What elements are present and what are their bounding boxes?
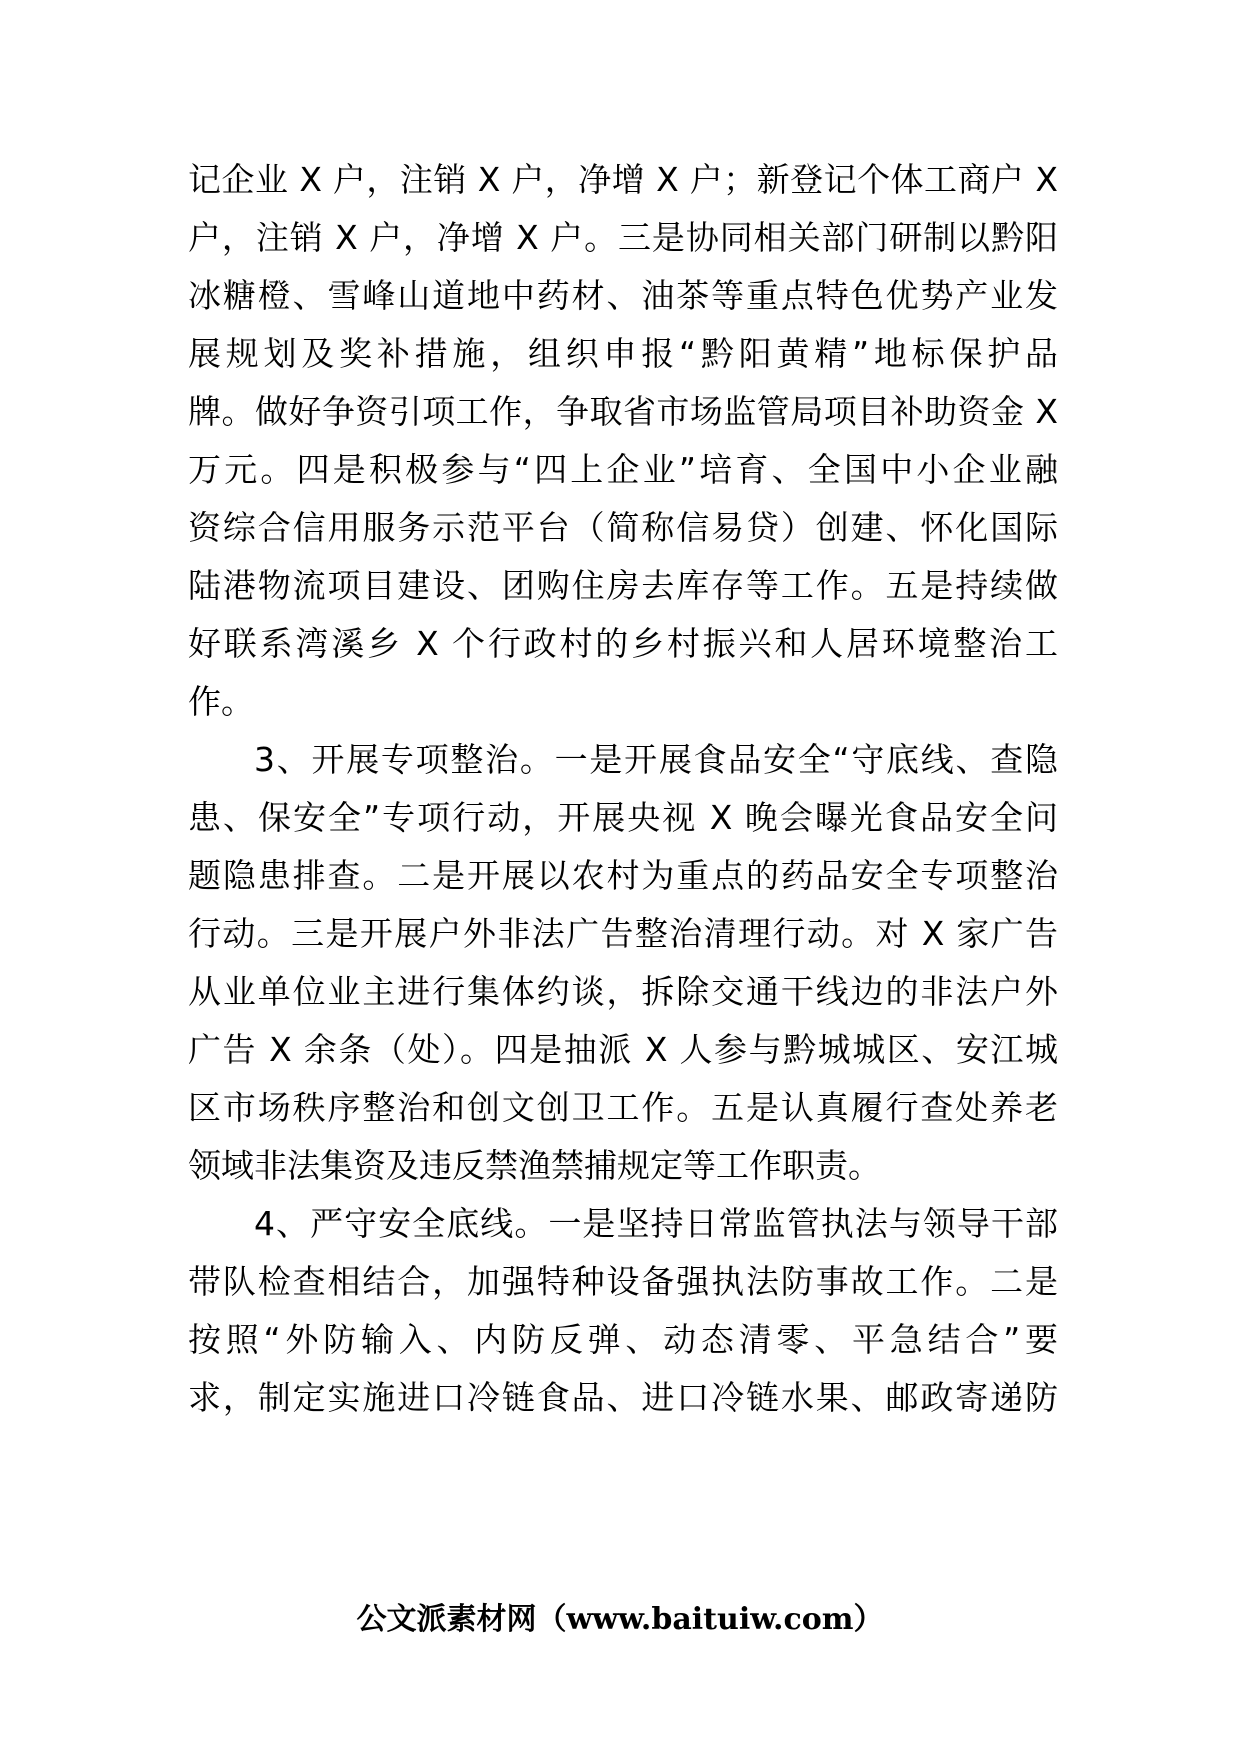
text-line: 领域非法集资及违反禁渔禁捕规定等工作职责。 — [188, 1146, 881, 1185]
text-line: 带队检查相结合，加强特种设备强执法防事故工作。二是 — [188, 1262, 1058, 1301]
text-line: 患、保安全”专项行动，开展央视 X 晚会曝光食品安全问 — [188, 798, 1058, 837]
text-line: 记企业 X 户，注销 X 户，净增 X 户；新登记个体工商户 X — [188, 160, 1058, 199]
section-heading-line: 3、开展专项整治。一是开展食品安全“守底线、查隐 — [254, 740, 1058, 779]
text-line: 求，制定实施进口冷链食品、进口冷链水果、邮政寄递防 — [188, 1378, 1058, 1417]
text-line: 好联系湾溪乡 X 个行政村的乡村振兴和人居环境整治工 — [188, 624, 1058, 663]
text-line: 展规划及奖补措施，组织申报“黔阳黄精”地标保护品 — [188, 334, 1058, 373]
text-line: 行动。三是开展户外非法广告整治清理行动。对 X 家广告 — [188, 914, 1058, 953]
footer-watermark: 公文派素材网（www.baituiw.com） — [356, 1602, 884, 1637]
text-line: 作。 — [188, 682, 254, 721]
text-line: 冰糖橙、雪峰山道地中药材、油茶等重点特色优势产业发 — [188, 276, 1058, 315]
text-line: 区市场秩序整治和创文创卫工作。五是认真履行查处养老 — [188, 1088, 1058, 1127]
text-line: 资综合信用服务示范平台（简称信易贷）创建、怀化国际 — [188, 508, 1058, 547]
text-line: 题隐患排查。二是开展以农村为重点的药品安全专项整治 — [188, 856, 1058, 895]
text-line: 按照“外防输入、内防反弹、动态清零、平急结合”要 — [188, 1320, 1058, 1359]
text-line: 广告 X 余条（处）。四是抽派 X 人参与黔城城区、安江城 — [188, 1030, 1058, 1069]
text-line: 从业单位业主进行集体约谈，拆除交通干线边的非法户外 — [188, 972, 1058, 1011]
text-line: 万元。四是积极参与“四上企业”培育、全国中小企业融 — [188, 450, 1058, 489]
text-line: 陆港物流项目建设、团购住房去库存等工作。五是持续做 — [188, 566, 1058, 605]
text-line: 牌。做好争资引项工作，争取省市场监管局项目补助资金 X — [188, 392, 1058, 431]
text-line: 户，注销 X 户，净增 X 户。三是协同相关部门研制以黔阳 — [188, 218, 1058, 257]
section-heading-line: 4、严守安全底线。一是坚持日常监管执法与领导干部 — [254, 1204, 1058, 1243]
